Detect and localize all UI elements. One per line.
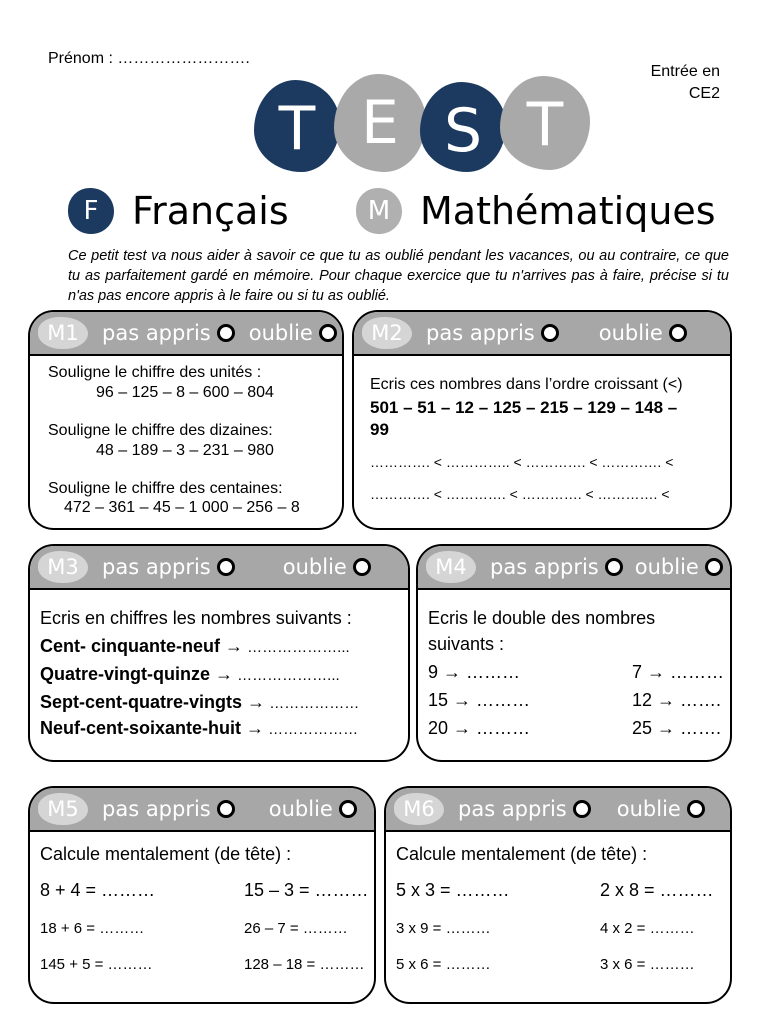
exercise-m2 [352,310,732,530]
m5-tag: M5 [38,793,88,825]
maths-label: Mathématiques [420,189,716,233]
m5-item-left-2[interactable]: 18 + 6 = ……… [40,920,145,937]
level-label-line1: Entrée en [650,63,720,80]
m6-item-left-3[interactable]: 5 x 6 = ……… [396,956,491,973]
m3-instruction: Ecris en chiffres les nombres suivants : [40,608,352,628]
m2-answer-row2[interactable]: …………. < …………. < …………. < …………. < [370,486,670,502]
m1-instr-unites: Souligne le chiffre des unités : [48,364,262,381]
logo-letter-e: E [334,74,426,172]
level-label-line2: CE2 [688,85,720,102]
m5-instruction: Calcule mentalement (de tête) : [40,844,292,864]
m2-numbers-line2: 99 [370,420,389,439]
m1-oublie-option[interactable]: oublie [249,321,337,345]
m6-oublie-radio-icon[interactable] [687,800,705,818]
logo-letter-t1: T [254,80,340,172]
m3-item-3[interactable]: Sept-cent-quatre-vingts → ……………… [40,692,360,712]
m5-item-right-3[interactable]: 128 – 18 = ……… [244,956,365,973]
m6-header [386,788,730,832]
m2-tag: M2 [362,317,412,349]
subject-francais [68,186,289,236]
m4-item-right-2[interactable]: 12 → ……. [632,690,722,710]
m1-tag: M1 [38,317,88,349]
m6-item-right-1[interactable]: 2 x 8 = ……… [600,880,714,900]
logo-letter-s: S [420,82,506,172]
m5-pas-appris-radio-icon[interactable] [217,800,235,818]
m4-instruction-line2: suivants : [428,634,505,654]
exercise-m4 [416,544,732,762]
m3-tag: M3 [38,551,88,583]
m1-header [30,312,342,356]
m2-oublie-option[interactable]: oublie [599,321,687,345]
m5-item-right-1[interactable]: 15 – 3 = ……… [244,880,369,900]
m1-instr-centaines: Souligne le chiffre des centaines: [48,480,283,497]
m6-pas-appris-radio-icon[interactable] [573,800,591,818]
m5-pas-appris-option[interactable]: pas appris [102,797,235,821]
m4-instruction-line1: Ecris le double des nombres [428,608,656,628]
m4-item-left-2[interactable]: 15 → ……… [428,690,531,710]
m4-tag: M4 [426,551,476,583]
level-label [600,61,720,105]
m3-oublie-radio-icon[interactable] [353,558,371,576]
m1-oublie-radio-icon[interactable] [319,324,337,342]
m4-item-right-1[interactable]: 7 → ……… [632,662,725,682]
m2-header [354,312,730,356]
m6-pas-appris-option[interactable]: pas appris [458,797,591,821]
m5-item-right-2[interactable]: 26 – 7 = ……… [244,920,348,937]
m3-pas-appris-option[interactable]: pas appris [102,555,235,579]
test-logo [250,68,595,176]
m1-pas-appris-radio-icon[interactable] [217,324,235,342]
intro-text: Ce petit test va nous aider à savoir ce que tu as oublié pendant les vacances, ou au contraire, ce que tu as parfaitement gardé en mémoire. Pour chaque exercice que tu n'arrives pas à faire, précise si tu n'as pas encore appris à le faire ou si tu as oublié. [68,248,729,304]
maths-badge-icon: M [356,188,402,234]
m1-nums-dizaines: 48 – 189 – 3 – 231 – 980 [96,442,274,459]
m2-pas-appris-radio-icon[interactable] [541,324,559,342]
exercise-m1 [28,310,344,530]
m5-oublie-radio-icon[interactable] [339,800,357,818]
exercise-m6 [384,786,732,1004]
m3-item-2[interactable]: Quatre-vingt-quinze → ………………... [40,664,340,684]
m2-instruction: Ecris ces nombres dans l’ordre croissant (<) [370,376,683,393]
m1-nums-centaines: 472 – 361 – 45 – 1 000 – 256 – 8 [64,499,300,516]
exercise-m3 [28,544,410,762]
m6-item-left-2[interactable]: 3 x 9 = ……… [396,920,491,937]
m4-pas-appris-option[interactable]: pas appris [490,555,623,579]
m4-header [418,546,730,590]
m1-pas-appris-option[interactable]: pas appris [102,321,235,345]
francais-badge-icon: F [68,188,114,234]
m3-item-4[interactable]: Neuf-cent-soixante-huit → ……………… [40,718,359,738]
m6-instruction: Calcule mentalement (de tête) : [396,844,648,864]
m6-item-right-3[interactable]: 3 x 6 = ……… [600,956,695,973]
prenom-field[interactable]: Prénom : ……………………. [48,50,250,67]
m4-item-left-3[interactable]: 20 → ……… [428,718,531,738]
logo-letter-t2: T [500,76,590,170]
m6-item-left-1[interactable]: 5 x 3 = ……… [396,880,510,900]
m5-item-left-1[interactable]: 8 + 4 = ……… [40,880,156,900]
m3-oublie-option[interactable]: oublie [283,555,371,579]
m5-item-left-3[interactable]: 145 + 5 = ……… [40,956,153,973]
m2-answer-row1[interactable]: …………. < ………….. < …………. < …………. < [370,454,674,470]
m2-oublie-radio-icon[interactable] [669,324,687,342]
exercise-m5 [28,786,376,1004]
m5-oublie-option[interactable]: oublie [269,797,357,821]
m5-header [30,788,374,832]
m1-nums-unites: 96 – 125 – 8 – 600 – 804 [96,384,274,401]
m2-pas-appris-option[interactable]: pas appris [426,321,559,345]
m4-item-right-3[interactable]: 25 → ……. [632,718,722,738]
m4-pas-appris-radio-icon[interactable] [605,558,623,576]
subject-maths [356,186,716,236]
m4-item-left-1[interactable]: 9 → ……… [428,662,521,682]
m6-oublie-option[interactable]: oublie [617,797,705,821]
m6-item-right-2[interactable]: 4 x 2 = ……… [600,920,695,937]
m2-numbers-line1: 501 – 51 – 12 – 125 – 215 – 129 – 148 – [370,398,678,417]
m3-item-1[interactable]: Cent- cinquante-neuf → ………………... [40,636,350,656]
m4-oublie-option[interactable]: oublie [635,555,723,579]
m6-tag: M6 [394,793,444,825]
m3-pas-appris-radio-icon[interactable] [217,558,235,576]
m4-oublie-radio-icon[interactable] [705,558,723,576]
m3-header [30,546,408,590]
francais-label: Français [132,189,289,233]
m1-instr-dizaines: Souligne le chiffre des dizaines: [48,422,273,439]
